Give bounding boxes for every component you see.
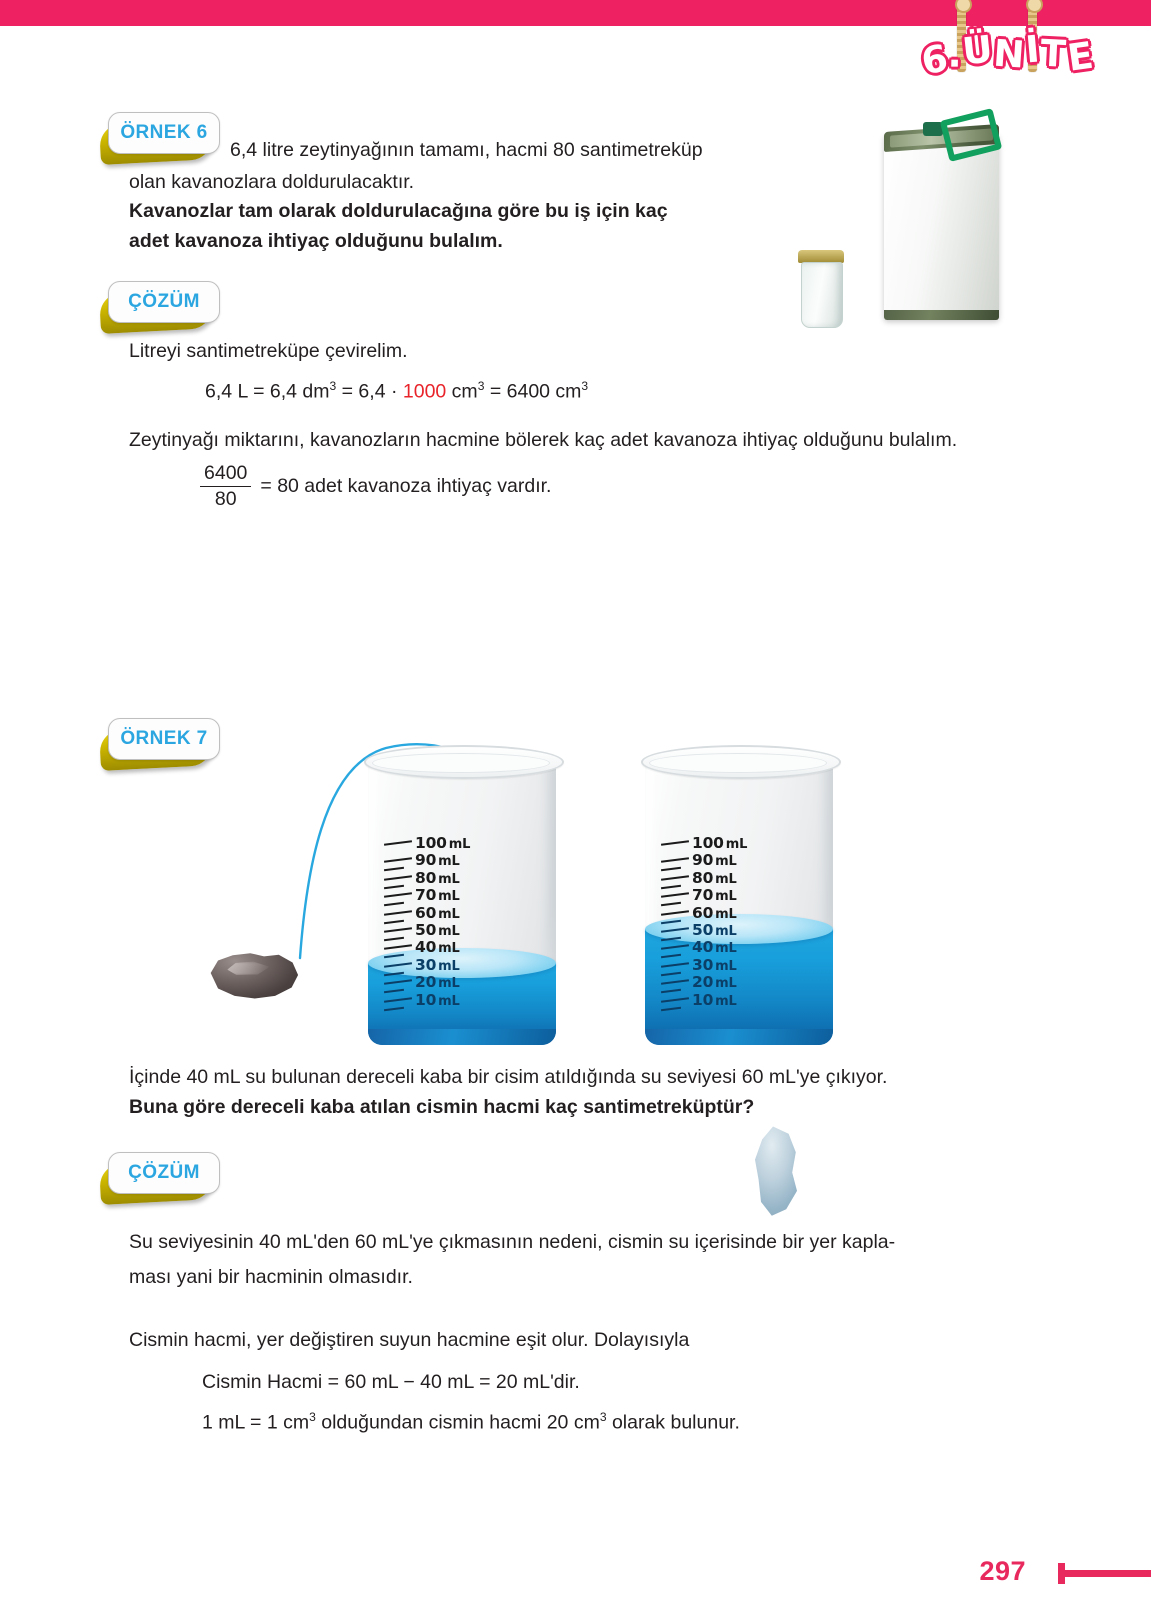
line5-part-c: olarak bulunur. [606, 1411, 740, 1434]
tin-bottom [884, 310, 999, 320]
rope-knob-right [1026, 0, 1043, 13]
beaker-rim-inner [649, 753, 827, 773]
rock-object-outside [207, 948, 299, 1000]
beaker-base [645, 1029, 833, 1045]
tick-mark [661, 902, 681, 906]
graduation-label: 90 mL [692, 851, 737, 870]
tag-plate [108, 1152, 220, 1194]
eq-highlight-1000: 1000 [402, 380, 447, 403]
graduation-label: 100 mL [415, 834, 471, 852]
tag-ornek-6 [108, 112, 220, 154]
fraction-bar [200, 486, 251, 487]
fraction-denominator: 80 [214, 488, 237, 510]
tick-mark [661, 875, 689, 880]
tick-mark [661, 919, 681, 923]
tick-mark [661, 972, 681, 976]
tick-mark [384, 989, 404, 993]
beaker-base [368, 1029, 556, 1045]
tag-ornek-7-label: ÖRNEK 7 [120, 728, 208, 749]
graduation-label: 10 mL [692, 990, 737, 1009]
rope-knob-left [955, 0, 972, 13]
tick-mark [661, 997, 689, 1002]
tag-plate [108, 718, 220, 760]
tick-mark [661, 954, 681, 958]
graduation-label: 50 mL [415, 921, 460, 939]
tick-mark [384, 962, 412, 967]
eq-sup-d: 3 [581, 379, 589, 393]
tick-mark [384, 927, 412, 932]
tick-mark [384, 945, 412, 950]
tag-plate [108, 112, 220, 154]
graduation-label: 20 mL [692, 973, 737, 992]
tick-mark [661, 962, 689, 967]
eq-sup-c: 3 [477, 379, 485, 393]
tick-mark [384, 902, 404, 906]
solution7-line4: Cismin Hacmi = 60 mL − 40 mL = 20 mL'dir. [202, 1371, 580, 1393]
left-beaker [368, 745, 556, 1045]
example6-line4: adet kavanoza ihtiyaç olduğunu bulalım. [129, 230, 503, 252]
solution6-fraction-row [200, 462, 551, 511]
tick-mark [384, 867, 404, 871]
tick-mark [384, 910, 412, 915]
tick-mark [384, 979, 412, 984]
tag-plate [108, 281, 220, 323]
tag-cozum-1 [108, 281, 220, 323]
graduation-label: 60 mL [692, 903, 737, 922]
solution7-line2: ması yani bir hacminin olmasıdır. [129, 1266, 413, 1288]
graduation-label: 60 mL [415, 903, 460, 922]
graduation-scale-left [384, 745, 544, 1029]
rock-object-submerged [749, 1125, 809, 1217]
tag-cozum-2-label: ÇÖZÜM [128, 1162, 200, 1183]
graduation-label: 100 mL [692, 834, 748, 852]
tick-mark [384, 840, 412, 845]
tick-mark [661, 989, 681, 993]
tick-mark [384, 875, 412, 880]
line5-sup-2: 3 [599, 1410, 607, 1424]
solution6-equation [205, 371, 905, 407]
example7-question-line2: Buna göre dereceli kaba atılan cismin hacmi kaç santimetreküptür? [129, 1096, 755, 1118]
solution7-line1: Su seviyesinin 40 mL'den 60 mL'ye çıkmasının nedeni, cismin su içerisinde bir yer kapla- [129, 1231, 896, 1253]
eq-part-d: = 6400 cm [484, 380, 582, 403]
graduation-label: 40 mL [415, 938, 460, 957]
graduation-label: 90 mL [415, 851, 460, 870]
eq-part-a: 6,4 L = 6,4 dm [205, 380, 330, 403]
tick-mark [384, 885, 404, 889]
graduation-label: 50 mL [692, 921, 737, 939]
tick-mark [661, 867, 681, 871]
tick-mark [384, 972, 404, 976]
graduation-label: 30 mL [692, 955, 737, 974]
tick-mark [661, 927, 689, 932]
graduation-label: 20 mL [415, 973, 460, 992]
page-number: 297 [979, 1556, 1026, 1586]
eq-part-b: = 6,4 · [336, 380, 403, 403]
tick-mark [661, 858, 689, 863]
tick-mark [384, 937, 404, 941]
tick-mark [661, 937, 681, 941]
tick-mark [661, 979, 689, 984]
example6-line3: Kavanozlar tam olarak doldurulacağına göre bu iş için kaç [129, 200, 668, 222]
solution7-line5 [202, 1402, 1107, 1438]
graduation-label: 30 mL [415, 955, 460, 974]
solution6-line1: Litreyi santimetreküpe çevirelim. [129, 340, 408, 362]
beaker-rim-inner [372, 753, 550, 773]
tin-body [884, 134, 999, 320]
tick-mark [661, 840, 689, 845]
example6-line2: olan kavanozlara doldurulacaktır. [129, 171, 415, 193]
graduation-label: 80 mL [415, 868, 460, 887]
graduation-label: 70 mL [692, 886, 737, 905]
tag-ornek-6-label: ÖRNEK 6 [120, 122, 208, 143]
tag-ornek-7 [108, 718, 220, 760]
tag-cozum-1-label: ÇÖZÜM [128, 291, 200, 312]
graduation-label: 80 mL [692, 868, 737, 887]
tick-mark [384, 892, 412, 897]
line5-part-b: olduğundan cismin hacmi 20 cm [315, 1411, 600, 1434]
example7-question-line1: İçinde 40 mL su bulunan dereceli kaba bir cisim atıldığında su seviyesi 60 mL'ye çıkıyor. [129, 1066, 888, 1088]
tick-mark [661, 885, 681, 889]
graduation-label: 70 mL [415, 886, 460, 905]
line5-part-a: 1 mL = 1 cm [202, 1411, 310, 1434]
tick-mark [384, 858, 412, 863]
tick-mark [661, 910, 689, 915]
tick-mark [384, 954, 404, 958]
example6-line1: 6,4 litre zeytinyağının tamamı, hacmi 80 santimetreküp [230, 139, 703, 161]
tick-mark [661, 945, 689, 950]
rock-shape [749, 1125, 809, 1217]
jar-glass-body [801, 262, 843, 328]
tick-mark [384, 997, 412, 1002]
graduation-scale-right [661, 745, 821, 1029]
graduation-label: 10 mL [415, 990, 460, 1009]
page-rule [1061, 1570, 1151, 1577]
tag-cozum-2 [108, 1152, 220, 1194]
fraction [200, 462, 251, 511]
fraction-numerator: 6400 [204, 462, 248, 484]
unit-badge-label: 6.ÜNİTE [918, 27, 1097, 84]
solution6-line2: Zeytinyağı miktarını, kavanozların hacmine bölerek kaç adet kavanoza ihtiyaç olduğunu bulalım. [129, 429, 958, 451]
tick-mark [384, 1006, 404, 1010]
line5-sup-1: 3 [309, 1410, 316, 1424]
graduation-label: 40 mL [692, 938, 737, 957]
solution7-line3: Cismin hacmi, yer değiştiren suyun hacmine eşit olur. Dolayısıyla [129, 1329, 690, 1351]
tick-mark [661, 1006, 681, 1010]
olive-oil-tin-image [884, 120, 999, 320]
glass-jar-image [798, 250, 844, 326]
tick-mark [661, 892, 689, 897]
fraction-result-text: = 80 adet kavanoza ihtiyaç vardır. [260, 475, 552, 497]
tick-mark [384, 919, 404, 923]
beaker-rim [641, 745, 841, 779]
eq-sup-a: 3 [329, 379, 337, 393]
eq-part-c: cm [446, 380, 478, 403]
unit-badge [918, 0, 1097, 100]
beaker-rim [364, 745, 564, 779]
right-beaker [645, 745, 833, 1045]
